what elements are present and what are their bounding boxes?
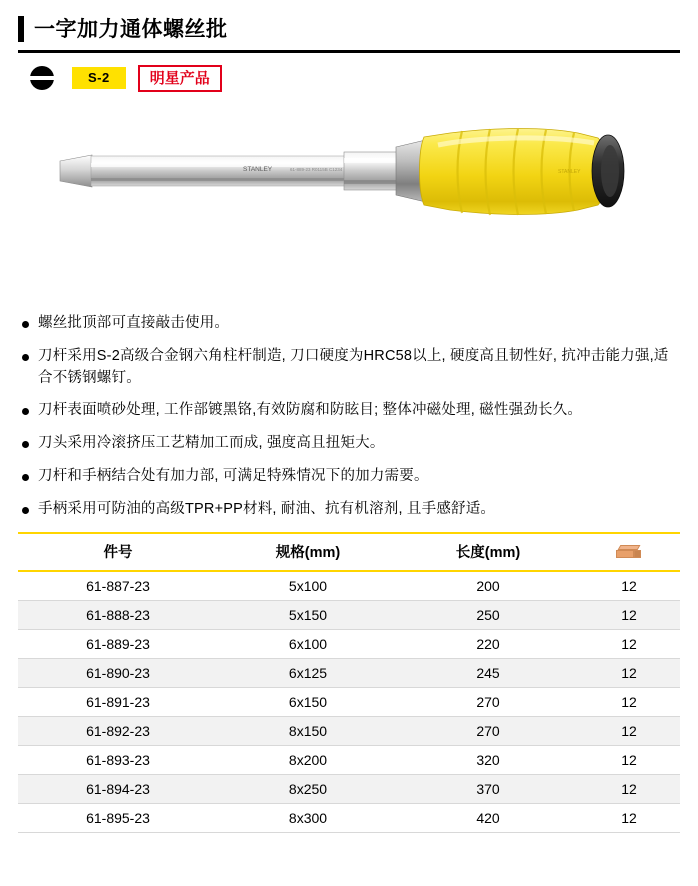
- cell-length: 420: [398, 804, 578, 833]
- list-item: [22, 346, 676, 390]
- title-divider: [18, 50, 680, 53]
- badge-row: [26, 65, 680, 91]
- table-row: [18, 804, 680, 833]
- cell-qty: 12: [578, 746, 680, 775]
- cell-spec: 5x150: [218, 601, 398, 630]
- cell-qty: 12: [578, 717, 680, 746]
- shaft-mark: 61-889-23 R0115B C1234: [290, 167, 343, 172]
- table-header-row: [18, 533, 680, 571]
- bullet-icon: [22, 354, 29, 361]
- bullet-icon: [22, 441, 29, 448]
- list-item: [22, 499, 676, 521]
- table-row: [18, 571, 680, 601]
- list-item: [22, 433, 676, 455]
- material-badge: S-2: [72, 67, 126, 90]
- column-header-length: 长度(mm): [398, 533, 578, 571]
- product-image-area: [0, 105, 698, 295]
- cell-spec: 5x100: [218, 571, 398, 601]
- page-title-bar: [18, 12, 680, 46]
- feature-text: 刀杆和手柄结合处有加力部, 可满足特殊情况下的加力需要。: [38, 467, 429, 484]
- brand-mark: STANLEY: [243, 166, 273, 173]
- table-row: [18, 630, 680, 659]
- table-row: [18, 746, 680, 775]
- cell-length: 270: [398, 688, 578, 717]
- cell-spec: 8x200: [218, 746, 398, 775]
- feature-text: 螺丝批顶部可直接敲击使用。: [38, 315, 230, 331]
- cell-spec: 8x150: [218, 717, 398, 746]
- cell-part-number: 61-894-23: [18, 775, 218, 804]
- cell-length: 370: [398, 775, 578, 804]
- cell-spec: 8x300: [218, 804, 398, 833]
- column-header-part-number: 件号: [18, 533, 218, 571]
- feature-text: 刀杆采用S-2高级合金钢六角柱杆制造, 刀口硬度为HRC58以上, 硬度高且韧性好, 抗冲击能力强,适合不锈钢螺钉。: [38, 347, 669, 386]
- screwdriver-illustration: [58, 125, 628, 245]
- cell-qty: 12: [578, 804, 680, 833]
- feature-text: 刀头采用冷滚挤压工艺精加工而成, 强度高且扭矩大。: [38, 435, 385, 451]
- bullet-icon: [22, 507, 29, 514]
- bullet-icon: [22, 474, 29, 481]
- list-item: [22, 466, 676, 488]
- cell-length: 245: [398, 659, 578, 688]
- cell-qty: 12: [578, 659, 680, 688]
- cell-spec: 6x100: [218, 630, 398, 659]
- cell-length: 320: [398, 746, 578, 775]
- feature-text: 刀杆表面喷砂处理, 工作部镀黑铬,有效防腐和防眩目; 整体冲磁处理, 磁性强劲长久。: [38, 402, 583, 419]
- cell-part-number: 61-890-23: [18, 659, 218, 688]
- bullet-icon: [22, 321, 29, 328]
- cell-length: 200: [398, 571, 578, 601]
- cell-part-number: 61-888-23: [18, 601, 218, 630]
- table-row: [18, 717, 680, 746]
- list-item: [22, 400, 676, 422]
- cell-spec: 6x150: [218, 688, 398, 717]
- product-spec-page: [0, 12, 698, 886]
- feature-text: 手柄采用可防油的高级TPR+PP材料, 耐油、抗有机溶剂, 且手感舒适。: [38, 500, 496, 517]
- table-row: [18, 659, 680, 688]
- feature-list: [22, 313, 676, 520]
- star-product-badge: 明星产品: [138, 65, 222, 92]
- table-row: [18, 688, 680, 717]
- column-header-packaging: [578, 533, 680, 571]
- cell-qty: 12: [578, 630, 680, 659]
- cell-qty: 12: [578, 601, 680, 630]
- flat-slot-icon: [26, 66, 60, 90]
- page-title: 一字加力通体螺丝批: [34, 17, 228, 41]
- cell-length: 250: [398, 601, 578, 630]
- cell-qty: 12: [578, 571, 680, 601]
- spec-table: [18, 532, 680, 833]
- handle-mark: STANLEY: [558, 169, 581, 175]
- cell-part-number: 61-895-23: [18, 804, 218, 833]
- table-row: [18, 775, 680, 804]
- list-item: [22, 313, 676, 335]
- bullet-icon: [22, 408, 29, 415]
- cell-part-number: 61-893-23: [18, 746, 218, 775]
- cell-part-number: 61-887-23: [18, 571, 218, 601]
- title-accent-bar: [18, 16, 24, 42]
- cell-length: 220: [398, 630, 578, 659]
- cell-qty: 12: [578, 775, 680, 804]
- cell-length: 270: [398, 717, 578, 746]
- cell-spec: 8x250: [218, 775, 398, 804]
- cell-part-number: 61-889-23: [18, 630, 218, 659]
- cell-qty: 12: [578, 688, 680, 717]
- cell-spec: 6x125: [218, 659, 398, 688]
- cell-part-number: 61-892-23: [18, 717, 218, 746]
- column-header-spec: 规格(mm): [218, 533, 398, 571]
- table-row: [18, 601, 680, 630]
- cell-part-number: 61-891-23: [18, 688, 218, 717]
- box-icon: [616, 545, 642, 559]
